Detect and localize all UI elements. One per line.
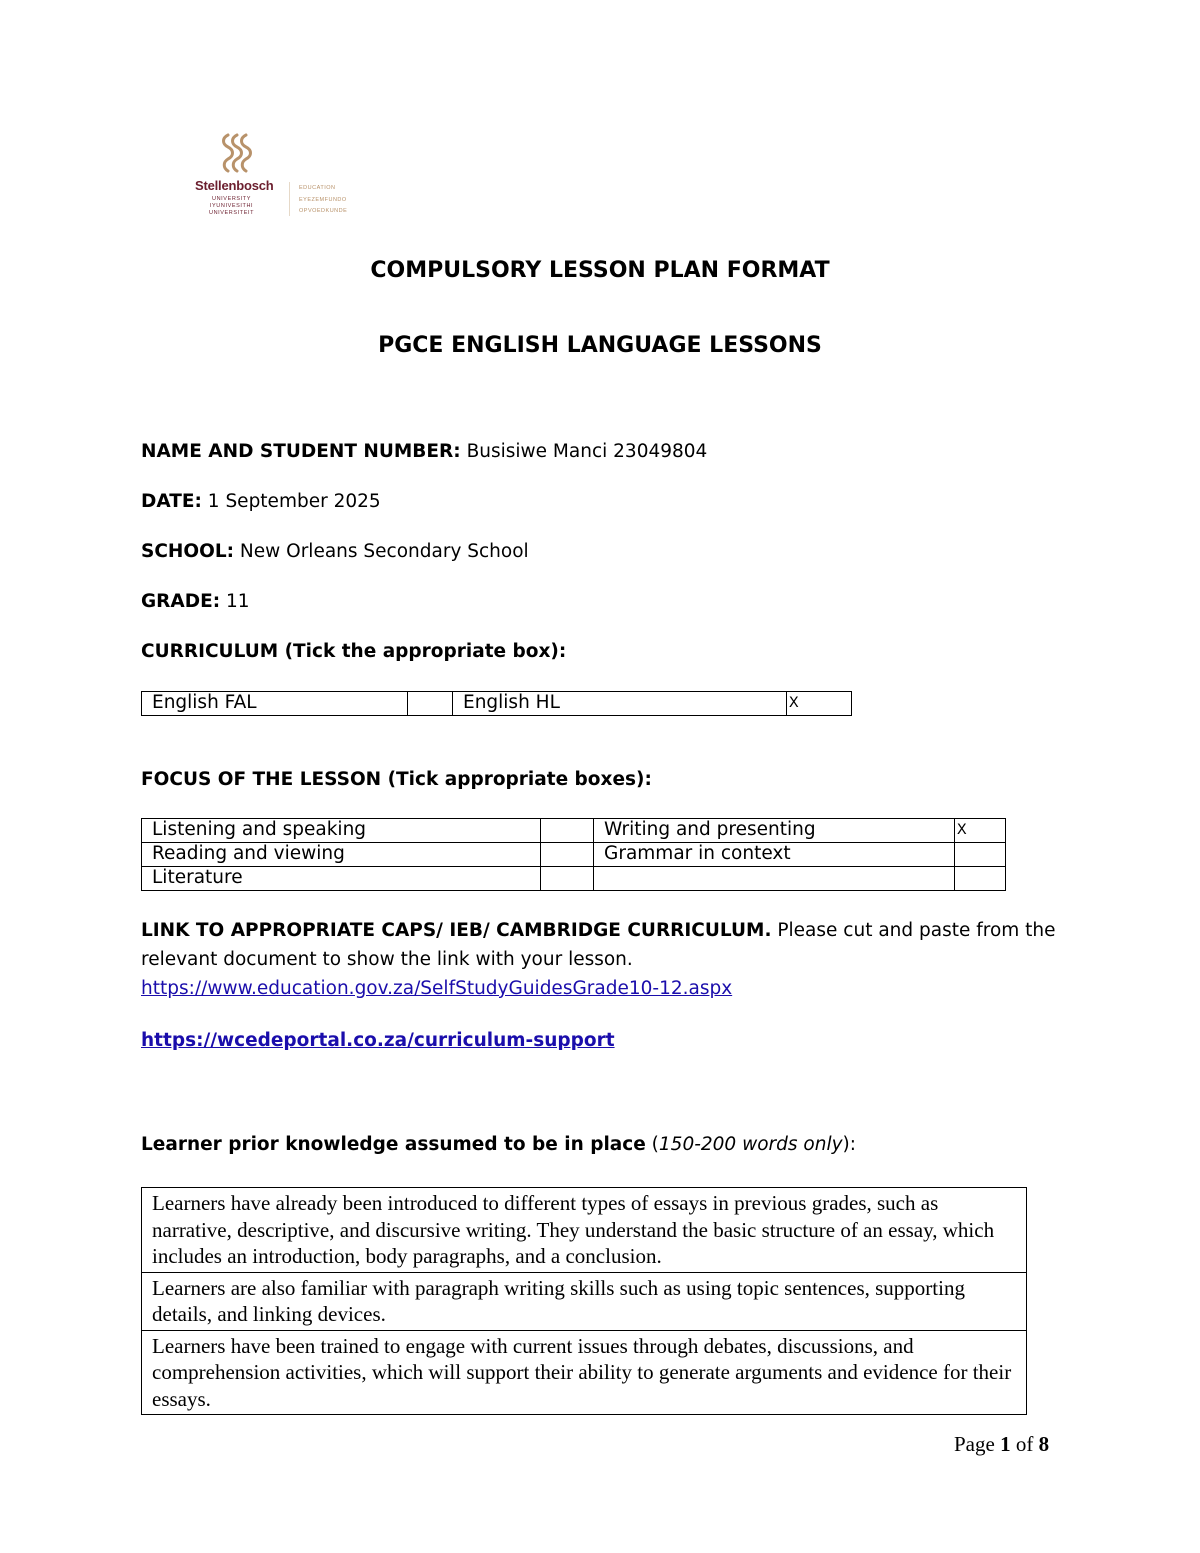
- date-field: [141, 491, 381, 512]
- focus-checkbox[interactable]: [955, 843, 1006, 867]
- focus-option-label: [594, 867, 955, 891]
- focus-checkbox[interactable]: [541, 819, 594, 843]
- date-value: 1 September 2025: [201, 491, 381, 512]
- prior-knowledge-cell: Learners have been trained to engage with current issues through debates, discussions, and comprehension activities, which will support their ability to generate arguments and evidence for their essays.: [142, 1330, 1027, 1415]
- table-row: [142, 1188, 1027, 1273]
- logo-subtitle: UNIVERSITY IYUNIVESITHI UNIVERSITEIT: [209, 196, 255, 216]
- table-row: [142, 819, 1006, 843]
- curriculum-option-label: English HL: [453, 692, 787, 716]
- table-row: [142, 843, 1006, 867]
- name-field: [141, 441, 707, 462]
- school-label: SCHOOL:: [141, 541, 235, 562]
- education-gov-link[interactable]: https://www.education.gov.za/SelfStudyGuidesGrade10-12.aspx: [141, 978, 733, 999]
- table-row: [142, 1330, 1027, 1415]
- curriculum-checkbox[interactable]: [408, 692, 453, 716]
- focus-checkbox[interactable]: [541, 867, 594, 891]
- university-logo: [195, 132, 365, 222]
- page-number: Page 1 of 8: [954, 1432, 1050, 1456]
- focus-label: FOCUS OF THE LESSON (Tick appropriate boxes):: [141, 769, 652, 790]
- focus-checkbox[interactable]: [955, 867, 1006, 891]
- grade-field: [141, 591, 250, 612]
- logo-name: Stellenbosch: [195, 178, 274, 193]
- focus-option-label: Literature: [142, 867, 541, 891]
- wced-link-line: [141, 1026, 1071, 1055]
- date-label: DATE:: [141, 491, 202, 512]
- name-label: NAME AND STUDENT NUMBER:: [141, 441, 461, 462]
- curriculum-link-text: Please cut and paste from the relevant document to show the link with your lesson.: [141, 920, 1056, 970]
- wced-portal-link[interactable]: https://wcedeportal.co.za/curriculum-support: [141, 1030, 615, 1051]
- curriculum-link-paragraph: [141, 916, 1071, 1003]
- curriculum-label: CURRICULUM (Tick the appropriate box):: [141, 641, 567, 662]
- focus-checkbox[interactable]: X: [955, 819, 1006, 843]
- logo-department: EDUCATION EYEZEMFUNDO OPVOEDKUNDE: [299, 185, 348, 214]
- word-limit-note: 150-200 words only: [658, 1134, 843, 1155]
- table-row: [142, 1272, 1027, 1330]
- school-field: [141, 541, 529, 562]
- focus-option-label: Writing and presenting: [594, 819, 955, 843]
- prior-knowledge-cell: Learners are also familiar with paragraph writing skills such as using topic sentences, supporting details, and linking devices.: [142, 1272, 1027, 1330]
- focus-table: [141, 818, 1006, 891]
- prior-knowledge-label: Learner prior knowledge assumed to be in place (150-200 words only):: [141, 1134, 856, 1155]
- focus-option-label: Grammar in context: [594, 843, 955, 867]
- prior-knowledge-cell: Learners have already been introduced to different types of essays in previous grades, such as narrative, descriptive, and discursive writing. They understand the basic structure of an essay, which includes an introduction, body paragraphs, and a conclusion.: [142, 1188, 1027, 1273]
- focus-option-label: Listening and speaking: [142, 819, 541, 843]
- curriculum-table: [141, 691, 852, 716]
- curriculum-checkbox[interactable]: X: [787, 692, 852, 716]
- grade-label: GRADE:: [141, 591, 221, 612]
- focus-checkbox[interactable]: [541, 843, 594, 867]
- focus-option-label: Reading and viewing: [142, 843, 541, 867]
- logo-divider: [289, 182, 290, 216]
- total-pages: 8: [1038, 1432, 1050, 1456]
- table-row: [142, 867, 1006, 891]
- curriculum-option-label: English FAL: [142, 692, 408, 716]
- stellenbosch-crest-icon: [220, 132, 254, 174]
- page-title: COMPULSORY LESSON PLAN FORMAT: [370, 258, 830, 283]
- school-value: New Orleans Secondary School: [234, 541, 529, 562]
- curriculum-link-heading: LINK TO APPROPRIATE CAPS/ IEB/ CAMBRIDGE CURRICULUM.: [141, 920, 772, 941]
- grade-value: 11: [220, 591, 250, 612]
- current-page: 1: [1000, 1432, 1011, 1456]
- prior-knowledge-table: [141, 1187, 1027, 1415]
- name-value: Busisiwe Manci 23049804: [460, 441, 708, 462]
- page-subtitle: PGCE ENGLISH LANGUAGE LESSONS: [378, 333, 822, 358]
